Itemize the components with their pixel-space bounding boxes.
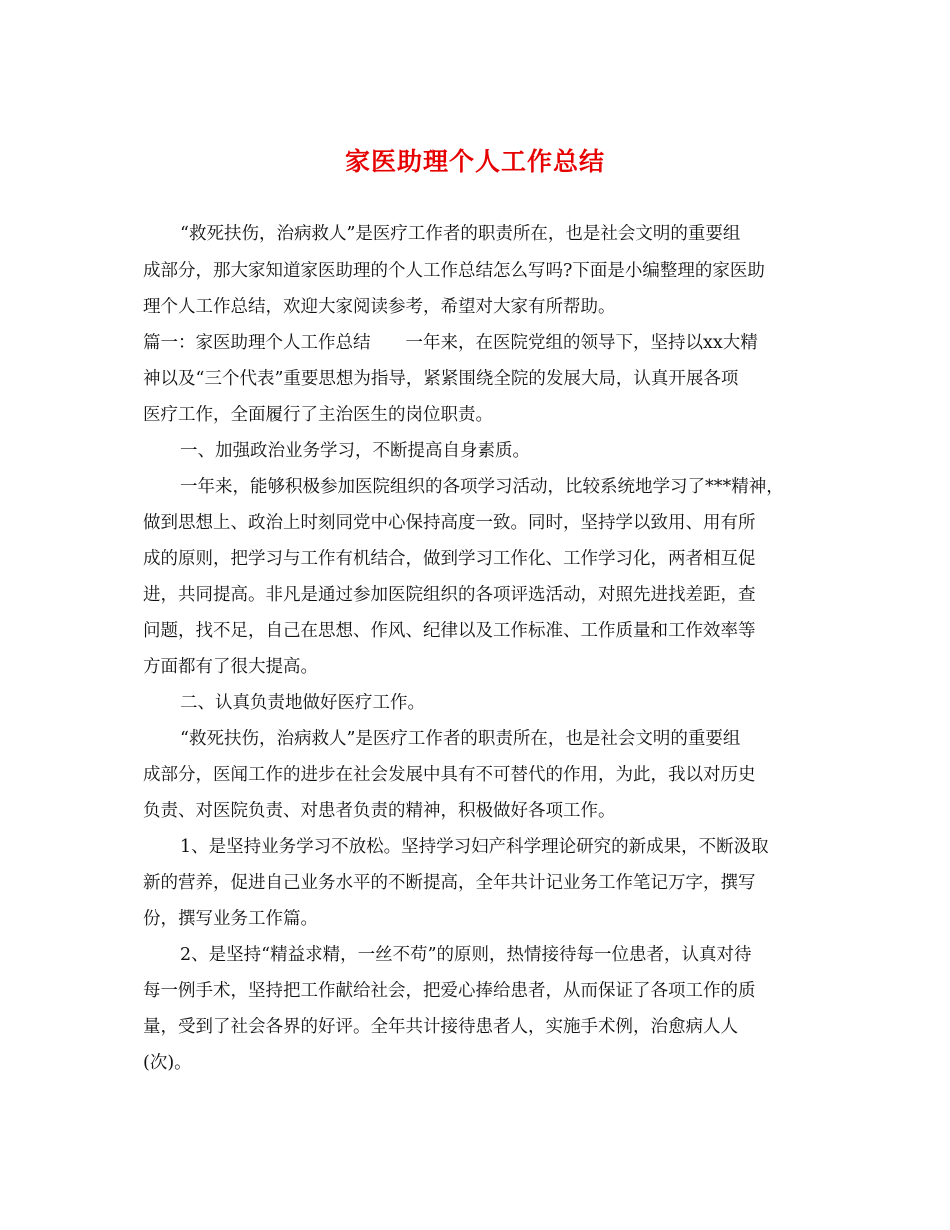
paragraph-line: 问题，找不足，自己在思想、作风、纪律以及工作标准、工作质量和工作效率等: [143, 621, 756, 641]
paragraph-line: 进，共同提高。非凡是通过参加医院组织的各项评选活动，对照先进找差距，查: [143, 585, 756, 605]
paragraph-line: 2、是坚持“精益求精，一丝不苟”的原则，热情接待每一位患者，认真对待: [180, 945, 752, 965]
paragraph-line: 成部分，那大家知道家医助理的个人工作总结怎么写吗?下面是小编整理的家医助: [143, 261, 765, 281]
paragraph-line: 篇一：家医助理个人工作总结 一年来，在医院党组的领导下，坚持以xx大精: [143, 333, 758, 353]
paragraph-line: 份，撰写业务工作篇。: [143, 909, 318, 929]
paragraph-line: 成部分，医闻工作的进步在社会发展中具有不可替代的作用，为此，我以对历史: [143, 765, 756, 785]
paragraph-line: 医疗工作，全面履行了主治医生的岗位职责。: [143, 405, 493, 425]
paragraph-line: 一年来，能够积极参加医院组织的各项学习活动，比较系统地学习了***精神，: [180, 477, 784, 497]
paragraph-line: “救死扶伤，治病救人”是医疗工作者的职责所在，也是社会文明的重要组: [180, 224, 741, 244]
paragraph-line: 成的原则，把学习与工作有机结合，做到学习工作化、工作学习化，两者相互促: [143, 549, 756, 569]
paragraph-line: 量，受到了社会各界的好评。全年共计接待患者人，实施手术例，治愈病人人: [143, 1017, 738, 1037]
paragraph-line: 做到思想上、政治上时刻同党中心保持高度一致。同时，坚持学以致用、用有所: [143, 513, 756, 533]
paragraph-line: 1、是坚持业务学习不放松。坚持学习妇产科学理论研究的新成果，不断汲取: [180, 837, 769, 857]
paragraph-line: “救死扶伤，治病救人”是医疗工作者的职责所在，也是社会文明的重要组: [180, 729, 741, 749]
document-title: 家医助理个人工作总结: [344, 147, 605, 176]
paragraph-line: 方面都有了很大提高。: [143, 657, 318, 677]
section-heading: 二、认真负责地做好医疗工作。: [180, 693, 425, 713]
paragraph-line: 每一例手术，坚持把工作献给社会，把爱心捧给患者，从而保证了各项工作的质: [143, 981, 756, 1001]
paragraph-line: 神以及“三个代表”重要思想为指导，紧紧围绕全院的发展大局，认真开展各项: [143, 369, 739, 389]
paragraph-line: 新的营养，促进自己业务水平的不断提高，全年共计记业务工作笔记万字，撰写: [143, 873, 756, 893]
paragraph-line: 负责、对医院负责、对患者负责的精神，积极做好各项工作。: [143, 801, 616, 821]
paragraph-line: 理个人工作总结，欢迎大家阅读参考，希望对大家有所帮助。: [143, 297, 616, 317]
paragraph-line: (次)。: [143, 1053, 192, 1073]
section-heading: 一、加强政治业务学习，不断提高自身素质。: [180, 441, 530, 461]
